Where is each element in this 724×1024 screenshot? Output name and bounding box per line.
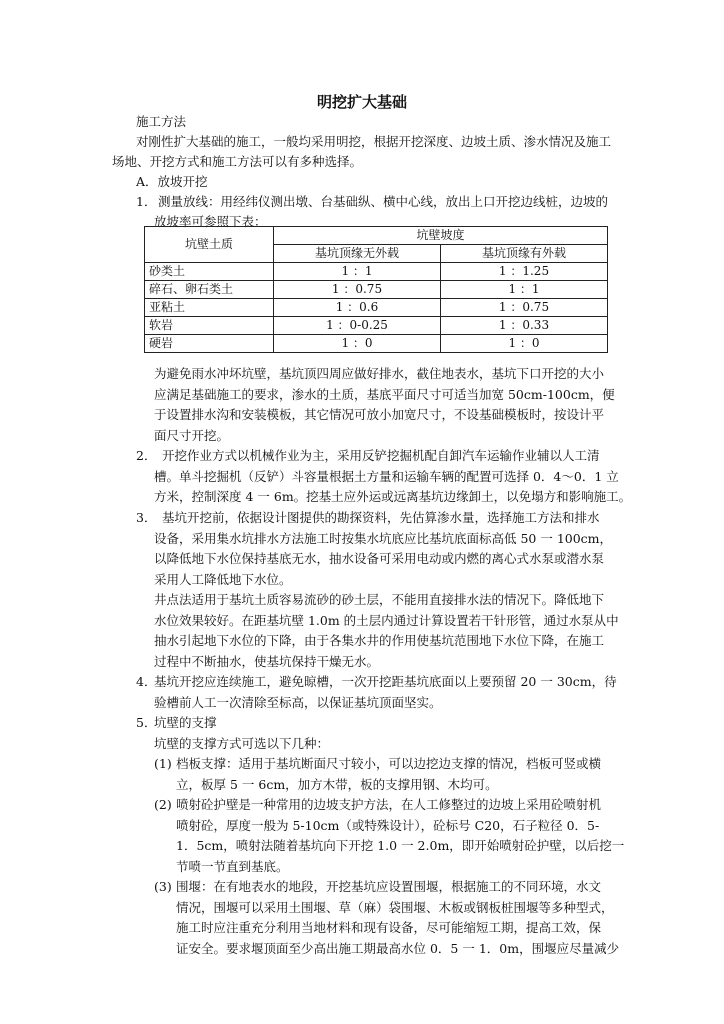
cell-load: 1 ：0.75 [441, 299, 608, 317]
item-1-text-2: 放坡率可参照下表： [154, 214, 267, 229]
cell-load: 1 ：1 [441, 281, 608, 299]
header-soil: 坑壁土质 [145, 227, 274, 263]
cell-no-load: 1 ：0-0.25 [274, 317, 441, 335]
intro-line-2: 场地、开挖方式和施工方法可以有多种选择。 [112, 154, 363, 169]
after-table-paragraph: 为避免雨水冲坏坑壁，基坑顶四周应做好排水，截住地表水，基坑下口开挖的大小 应满足基础施工的要求，渗水的土质，基底平面尺寸可适当加宽 50cm-100cm，便 于设置排水沟和安装模板，其它情况可放小加宽尺寸，不设基础模板时，按设计平 面尺寸开挖。 [154, 366, 615, 443]
cell-no-load: 1 ：0.75 [274, 281, 441, 299]
item-1-text: 测量放线：用经纬仪测出墩、台基础纵、横中心线，放出上口开挖边线桩，边坡的 [158, 194, 609, 209]
table-header-row [145, 227, 608, 245]
sub-3-number: (3) [154, 879, 172, 894]
sub-2-number: (2) [154, 797, 172, 812]
table-row [145, 335, 608, 353]
cell-soil: 软岩 [145, 317, 274, 335]
cell-soil: 碎石、卵石类土 [145, 281, 274, 299]
subheader-load: 基坑顶缘有外载 [441, 245, 608, 263]
item-5-number: 5． [136, 715, 157, 730]
sub-3-text: 围堰：在有地表水的地段，开挖基坑应设置围堰，根据施工的不同环境，水文 情况，围堰可以采用土围堰、草（麻）袋围堰、木板或钢板桩围堰等多种型式， 施工时应注重充分利用当地材料和现有设备，尽可能缩短工期，提高工效，保 证安全。要求堰顶面至少高出施工期最高水位 0．5 一 1．0m，围堰应尽量减少 [176, 879, 620, 956]
cell-no-load: 1 ：1 [274, 263, 441, 281]
table-row [145, 299, 608, 317]
page-title: 明挖扩大基础 [316, 93, 407, 111]
item-2-number: 2． [136, 448, 157, 463]
cell-no-load: 1 ：0.6 [274, 299, 441, 317]
sub-1-number: (1) [154, 756, 172, 771]
subheader-no-load: 基坑顶缘无外载 [274, 245, 441, 263]
item-3-number: 3． [136, 510, 157, 525]
cell-no-load: 1 ：0 [274, 335, 441, 353]
cell-soil: 砂类土 [145, 263, 274, 281]
slope-rate-table [144, 226, 608, 353]
header-slope: 坑壁坡度 [274, 227, 608, 245]
sub-1-text: 档板支撑：适用于基坑断面尺寸较小，可以边挖边支撑的情况，档板可竖或横 立，板厚 5 一 6cm，加方木带，板的支撑用钢、木均可。 [176, 756, 602, 792]
section-heading: 施工方法 [136, 114, 187, 129]
cell-load: 1 ：1.25 [441, 263, 608, 281]
item-5-title: 坑壁的支撑 坑壁的支撑方式可选以下几种： [154, 715, 330, 751]
table-row [145, 263, 608, 281]
item-4-text: 基坑开挖应连续施工，避免晾槽，一次开挖距基坑底面以上要预留 20 一 30cm，待 验槽前人工一次清除至标高，以保证基坑顶面坚实。 [154, 674, 617, 710]
item-2-text: 开挖作业方式以机械作业为主，采用反铲挖掘机配自卸汽车运输作业辅以人工清 槽。单斗挖掘机（反铲）斗容量根据土方量和运输车辆的配置可选择 0．4～0．1 立 方米，控制深度 4 一 6m。挖基土应外运或远离基坑边缘卸土，以免塌方和影响施工。 [154, 448, 632, 504]
intro-line-1: 对刚性扩大基础的施工，一般均采用明挖，根据开挖深度、边坡土质、渗水情况及施工 [136, 134, 612, 149]
cell-soil: 亚粘土 [145, 299, 274, 317]
item-4-number: 4． [136, 674, 157, 689]
item-1-number: 1． [136, 194, 157, 209]
cell-load: 1 ：0 [441, 335, 608, 353]
item-3-text: 基坑开挖前，依据设计图提供的勘探资料，先估算渗水量，选择施工方法和排水 设备，采用集水坑排水方法施工时按集水坑底应比基坑底面标高低 50 一 100cm， 以降低地下水位保持基底无水，抽水设备可采用电动或内燃的离心式水泵或潜水泵 采用人工降低地下水位。 井点法适用于基坑土质容易流砂的砂土层，不能用直接排水法的情况下。降低地下 水位效果较好。在距基坑壁 1.0m 的土层内通过计算设置若干针形管，通过水泵从中 抽水引起地下水位的下降，由于各集水井的作用使基坑范围地下水位下降，在施工 过程中不断抽水，使基坑保持干燥无水。 [154, 510, 619, 669]
cell-soil: 硬岩 [145, 335, 274, 353]
sub-2-text: 喷射砼护壁是一种常用的边坡支护方法，在人工修整过的边坡上采用砼喷射机 喷射砼，厚度一般为 5-10cm（或特殊设计），砼标号 C20，石子粒径 0．5- 1．5cm，喷射法随着基坑向下开挖 1.0 一 2.0m，即开始喷射砼护壁，以后挖一 节喷一节直到基底。 [176, 797, 625, 874]
cell-load: 1 ：0.33 [441, 317, 608, 335]
section-a-heading: A．放坡开挖 [136, 174, 208, 189]
table-row [145, 281, 608, 299]
table-row [145, 317, 608, 335]
